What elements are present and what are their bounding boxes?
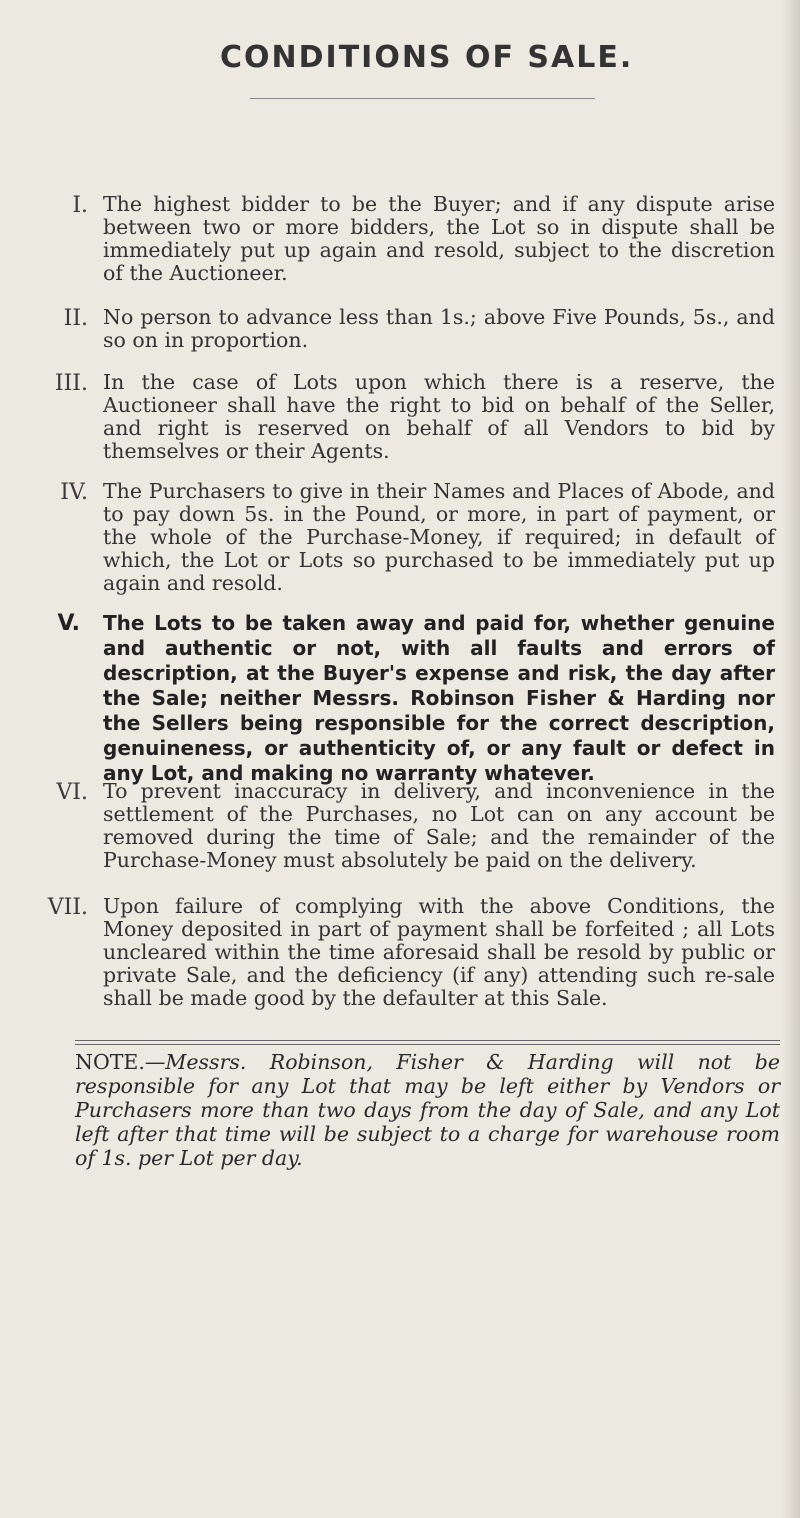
condition-text: No person to advance less than 1s.; above Five Pounds, 5s., and so on in proportion. xyxy=(103,305,775,352)
condition-text: To prevent inaccuracy in delivery, and inconvenience in the settlement of the Purchases, no Lot can on any account be removed during the time of Sale; and the remainder of the Purchase-Money must absolutely be paid on the delivery. xyxy=(103,779,775,872)
note-divider-top xyxy=(75,1040,780,1041)
condition-text: The Purchasers to give in their Names and Places of Abode, and to pay down 5s. in the Pound, or more, in part of payment, or the whole of the Purchase-Money, if required; in default of which, the Lot or Lots so purchased to be immediately put up again and resold. xyxy=(103,479,775,595)
note-divider-bottom xyxy=(75,1044,780,1045)
condition-numeral: VI. xyxy=(56,780,88,805)
condition-numeral: I. xyxy=(72,193,88,218)
condition-numeral: III. xyxy=(54,371,88,396)
condition-numeral: VII. xyxy=(47,895,88,920)
note-text: —Messrs. Robinson, Fisher & Harding will not be responsible for any Lot that may be left either by Vendors or Purchasers more than two days from the day of Sale, and any Lot left after that time will be subject to a charge for warehouse room of 1s. per Lot per day. xyxy=(75,1050,780,1170)
condition-text: The highest bidder to be the Buyer; and if any dispute arise between two or more bidders, the Lot so in dispute shall be immediately put up again and resold, subject to the discretion of the Auctioneer. xyxy=(103,192,775,285)
condition-numeral: V. xyxy=(57,611,80,636)
condition-numeral: II. xyxy=(63,306,88,331)
condition-text: The Lots to be taken away and paid for, whether genuine and authentic or not, with all faults and errors of description, at the Buyer's expense and risk, the day after the Sale; neither Messrs. Robinson Fisher & Harding nor the Sellers being responsible for the correct description, genuineness, or authenticity of, or any fault or defect in any Lot, and making no warranty whatever. xyxy=(103,611,775,785)
condition-numeral: IV. xyxy=(60,480,88,505)
condition-text: In the case of Lots upon which there is a reserve, the Auctioneer shall have the right to bid on behalf of the Seller, and right is reserved on behalf of all Vendors to bid by themselves or their Agents. xyxy=(103,370,775,463)
page-edge-shadow xyxy=(782,0,800,1518)
page-title: CONDITIONS OF SALE. xyxy=(220,40,634,75)
title-divider xyxy=(250,98,595,99)
note-label: NOTE. xyxy=(75,1050,145,1074)
note-block xyxy=(75,1050,780,1170)
condition-text: Upon failure of complying with the above Conditions, the Money deposited in part of payment shall be forfeited ; all Lots uncleared within the time aforesaid shall be resold by public or private Sale, and the deficiency (if any) attending such re-sale shall be made good by the defaulter at this Sale. xyxy=(103,894,775,1010)
